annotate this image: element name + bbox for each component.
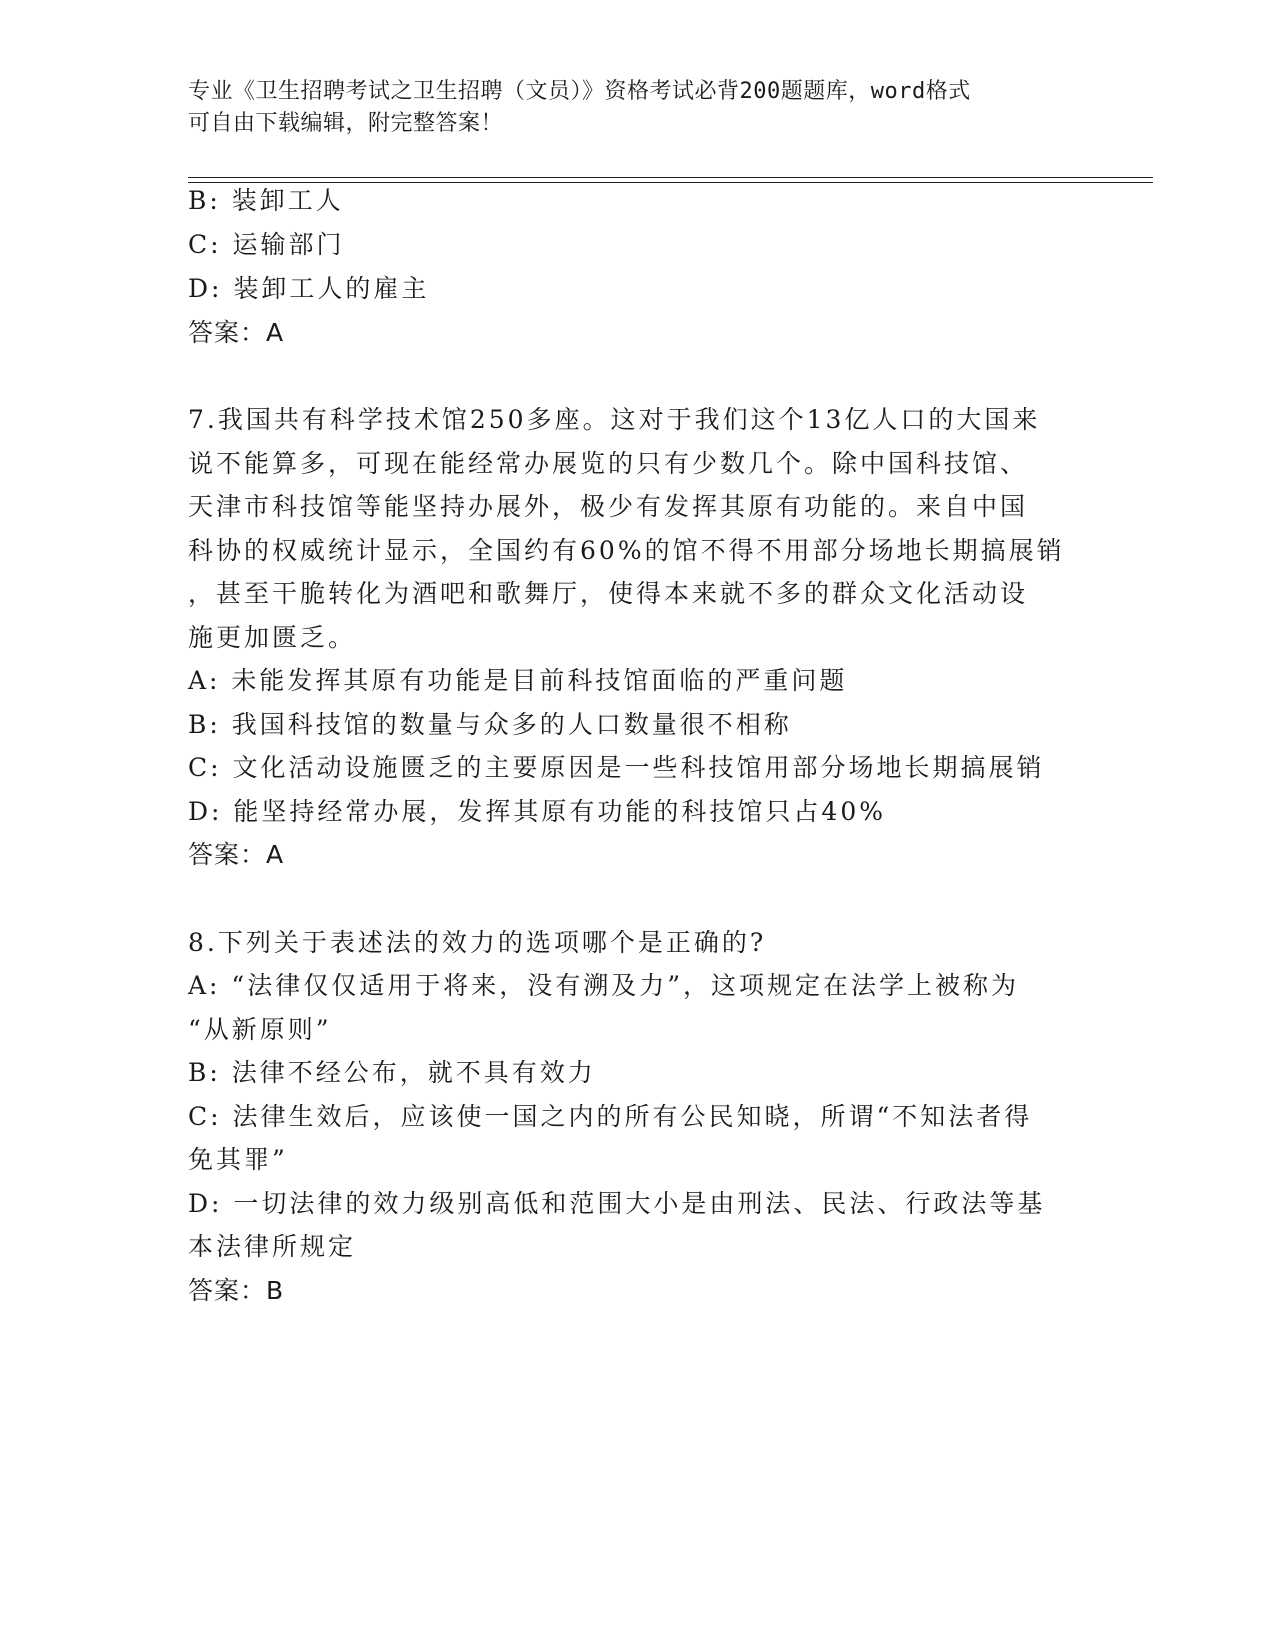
q7-answer: 答案：A	[188, 840, 285, 869]
q6-option-b: B: 装卸工人	[188, 186, 344, 215]
q7-stem-line-3: 天津市科技馆等能坚持办展外，极少有发挥其原有功能的。来自中国	[188, 492, 1029, 521]
q8-option-a-line-1: A: “法律仅仅适用于将来，没有溯及力”，这项规定在法学上被称为	[188, 971, 1019, 1000]
q8-answer: 答案：B	[188, 1276, 285, 1305]
q6-answer: 答案：A	[188, 318, 285, 347]
document-header	[188, 76, 1088, 140]
q7-stem-line-4: 科协的权威统计显示，全国约有60%的馆不得不用部分场地长期搞展销	[188, 536, 1065, 565]
q8-option-a-line-2: “从新原则”	[188, 1015, 332, 1044]
header-divider-top	[188, 177, 1153, 178]
q8-option-c-line-2: 免其罪”	[188, 1145, 288, 1174]
q8-option-c-line-1: C: 法律生效后，应该使一国之内的所有公民知晓，所谓“不知法者得	[188, 1102, 1033, 1131]
q7-stem-line-2: 说不能算多，可现在能经常办展览的只有少数几个。除中国科技馆、	[188, 449, 1029, 478]
header-title-line-1: 专业《卫生招聘考试之卫生招聘（文员）》资格考试必背200题题库，word格式	[188, 79, 971, 104]
q7-stem-line-5: ，甚至干脆转化为酒吧和歌舞厅，使得本来就不多的群众文化活动设	[188, 579, 1029, 608]
q7-option-b: B: 我国科技馆的数量与众多的人口数量很不相称	[188, 710, 792, 739]
header-title-line-2: 可自由下载编辑，附完整答案！	[188, 111, 504, 136]
q8-stem: 8.下列关于表述法的效力的选项哪个是正确的?	[188, 928, 767, 957]
q8-option-b: B: 法律不经公布，就不具有效力	[188, 1058, 596, 1087]
q7-option-a: A: 未能发挥其原有功能是目前科技馆面临的严重问题	[188, 666, 848, 695]
q6-option-c: C: 运输部门	[188, 230, 345, 259]
q7-stem-line-1: 7.我国共有科学技术馆250多座。这对于我们这个13亿人口的大国来	[188, 405, 1041, 434]
q6-option-d: D: 装卸工人的雇主	[188, 274, 430, 303]
q7-option-d: D: 能坚持经常办展，发挥其原有功能的科技馆只占40%	[188, 797, 886, 826]
q7-stem-line-6: 施更加匮乏。	[188, 623, 357, 652]
q8-option-d-line-2: 本法律所规定	[188, 1232, 357, 1261]
q8-option-d-line-1: D: 一切法律的效力级别高低和范围大小是由刑法、民法、行政法等基	[188, 1189, 1046, 1218]
q7-option-c: C: 文化活动设施匮乏的主要原因是一些科技馆用部分场地长期搞展销	[188, 753, 1045, 782]
header-divider-bottom	[188, 182, 1153, 183]
